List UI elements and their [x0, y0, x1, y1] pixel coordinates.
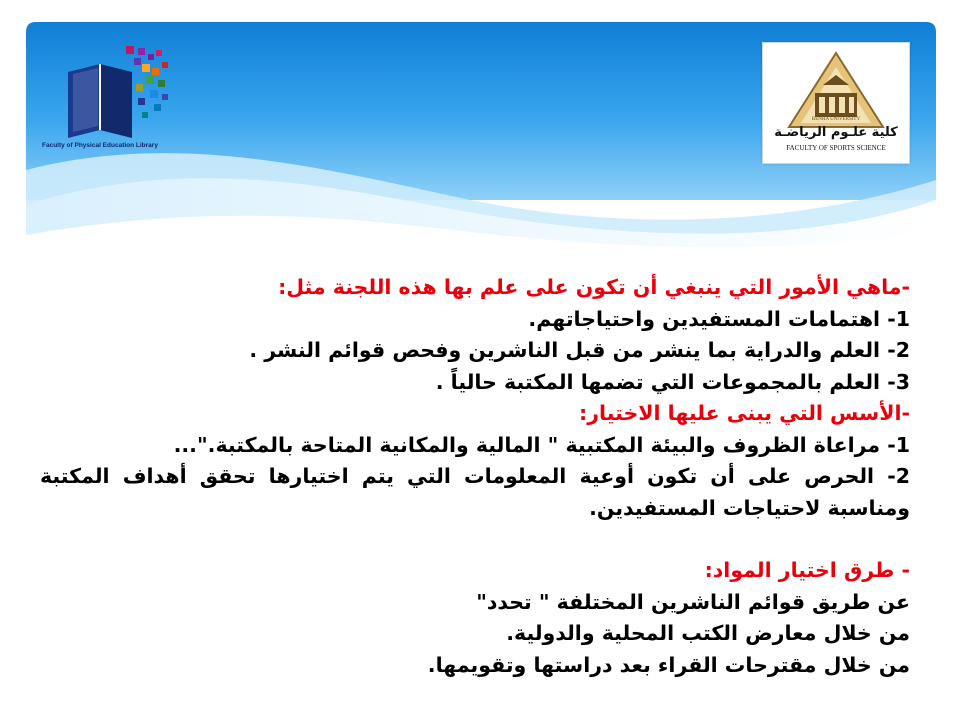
list-item: 2- العلم والدراية بما ينشر من قبل الناشرين وفحص قوائم النشر .	[249, 338, 910, 362]
list-item: من خلال مقترحات القراء بعد دراستها وتقويمها.	[427, 652, 910, 677]
seal-text: BENHA UNIVERSITY	[811, 117, 861, 122]
list-item: 3- العلم بالمجموعات التي تضمها المكتبة حالياً .	[435, 369, 910, 394]
section1-heading: -ماهي الأمور التي ينبغي أن تكون على علم بها هذه اللجنة مثل:	[278, 275, 910, 299]
section2-heading: -الأسس التي يبنى عليها الاختيار:	[579, 401, 910, 425]
spacer	[40, 524, 910, 555]
faculty-name-english: FACULTY OF SPORTS SCIENCE	[786, 144, 886, 152]
list-item: عن طريق قوائم الناشرين المختلفة " تحدد"	[476, 589, 910, 614]
library-logo	[38, 42, 188, 160]
list-item: من خلال معارض الكتب المحلية والدولية.	[506, 621, 910, 645]
section3-heading: - طرق اختيار المواد:	[704, 558, 910, 582]
open-book-icon	[38, 42, 188, 142]
list-item: 1- اهتمامات المستفيدين واحتياجاتهم.	[528, 306, 910, 331]
list-item: 1- مراعاة الظروف والبيئة المكتبية " المالية والمكانية المتاحة بالمكتبة."...	[173, 432, 910, 457]
slide-content	[40, 272, 910, 681]
library-caption: Faculty of Physical Education Library	[42, 142, 158, 149]
faculty-logo	[762, 42, 910, 164]
list-item: 2- الحرص على أن تكون أوعية المعلومات التي يتم اختيارها تحقق أهداف المكتبة ومناسبة لاحتياجات المستفيدين.	[40, 464, 910, 520]
faculty-name-arabic: كلية علـوم الرياضـة	[774, 125, 898, 140]
